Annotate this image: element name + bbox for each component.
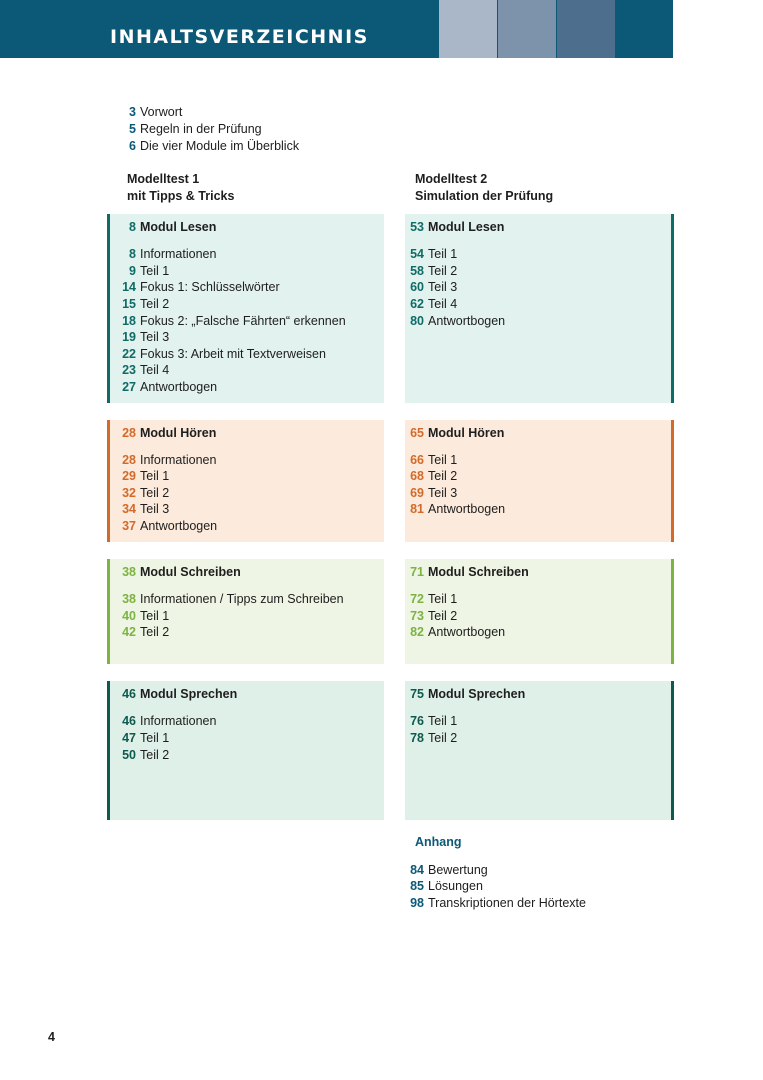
column2-title: Modelltest 2 [415, 172, 488, 186]
page-number: 9 [129, 264, 136, 278]
entry-label: Informationen [140, 247, 217, 261]
page-number: 8 [129, 247, 136, 261]
page-number: 28 [122, 426, 136, 440]
entry-label: Teil 2 [140, 625, 170, 639]
page-number: 46 [122, 687, 136, 701]
accent-bar [107, 559, 110, 664]
page-number: 19 [122, 330, 136, 344]
entry-label: Teil 2 [140, 486, 170, 500]
entry-label: Teil 3 [428, 280, 458, 294]
page-number: 66 [410, 453, 424, 467]
entry-label: Antwortbogen [140, 519, 218, 533]
page-number: 68 [410, 469, 424, 483]
entry-label: Antwortbogen [140, 380, 218, 394]
entry-label: Teil 4 [428, 297, 458, 311]
page-number: 34 [122, 502, 136, 516]
page-number: 28 [122, 453, 136, 467]
accent-bar [671, 681, 674, 820]
accent-bar [671, 420, 674, 542]
color-swatch-dark [557, 0, 615, 58]
page-number: 80 [410, 314, 424, 328]
entry-label: Informationen / Tipps zum Schreiben [140, 592, 344, 606]
page-number: 71 [410, 565, 424, 579]
page-number: 50 [122, 748, 136, 762]
page-number: 60 [410, 280, 424, 294]
column1-subtitle: mit Tipps & Tricks [127, 189, 235, 203]
page-number: 53 [410, 220, 424, 234]
entry-label: Teil 1 [428, 453, 458, 467]
entry-label: Teil 1 [140, 731, 170, 745]
page-number: 38 [122, 592, 136, 606]
accent-bar [107, 214, 110, 403]
module-label: Modul Schreiben [428, 565, 529, 579]
entry-label: Teil 1 [428, 592, 458, 606]
page-number: 72 [410, 592, 424, 606]
module-label: Modul Sprechen [428, 687, 526, 701]
page-number: 6 [129, 139, 136, 153]
entry-label: Teil 2 [140, 297, 170, 311]
entry-label: Informationen [140, 453, 217, 467]
entry-label: Teil 1 [140, 469, 170, 483]
page-number: 23 [122, 363, 136, 377]
page-number: 8 [129, 220, 136, 234]
module-label: Modul Lesen [140, 220, 217, 234]
entry-label: Die vier Module im Überblick [140, 139, 300, 153]
page-number: 76 [410, 714, 424, 728]
entry-label: Teil 1 [428, 714, 458, 728]
accent-bar [107, 420, 110, 542]
module-label: Modul Hören [140, 426, 217, 440]
page-number: 5 [129, 122, 136, 136]
module-label: Modul Hören [428, 426, 505, 440]
entry-label: Antwortbogen [428, 314, 506, 328]
header-banner [0, 0, 673, 58]
entry-label: Informationen [140, 714, 217, 728]
page-number: 73 [410, 609, 424, 623]
entry-label: Teil 3 [428, 486, 458, 500]
page-number: 54 [410, 247, 424, 261]
entry-label: Fokus 1: Schlüsselwörter [140, 280, 280, 294]
entry-label: Vorwort [140, 105, 183, 119]
entry-label: Teil 1 [428, 247, 458, 261]
page-number: 40 [122, 609, 136, 623]
color-swatch-light [439, 0, 497, 58]
page-title: INHALTSVERZEICHNIS [110, 26, 369, 48]
module-label: Modul Lesen [428, 220, 505, 234]
entry-label: Fokus 2: „Falsche Fährten“ erkennen [140, 314, 346, 328]
page-number: 58 [410, 264, 424, 278]
page-number: 42 [122, 625, 136, 639]
entry-label: Teil 2 [428, 609, 458, 623]
page-number: 84 [410, 863, 424, 877]
entry-label: Teil 4 [140, 363, 170, 377]
page-number: 85 [410, 879, 424, 893]
page-number: 15 [122, 297, 136, 311]
page-number: 29 [122, 469, 136, 483]
page-number: 69 [410, 486, 424, 500]
accent-bar [107, 681, 110, 820]
page-number: 81 [410, 502, 424, 516]
entry-label: Regeln in der Prüfung [140, 122, 262, 136]
entry-label: Antwortbogen [428, 502, 506, 516]
page-number: 14 [122, 280, 136, 294]
page-number: 27 [122, 380, 136, 394]
color-swatch-medium [498, 0, 556, 58]
entry-label: Teil 1 [140, 264, 170, 278]
accent-bar [671, 559, 674, 664]
entry-label: Bewertung [428, 863, 488, 877]
page-number: 75 [410, 687, 424, 701]
anhang-heading: Anhang [415, 835, 462, 849]
page-number-footer: 4 [48, 1030, 55, 1044]
entry-label: Teil 2 [428, 469, 458, 483]
entry-label: Teil 1 [140, 609, 170, 623]
accent-bar [671, 214, 674, 403]
entry-label: Teil 3 [140, 330, 170, 344]
entry-label: Lösungen [428, 879, 483, 893]
module-label: Modul Sprechen [140, 687, 238, 701]
page-number: 65 [410, 426, 424, 440]
page-number: 3 [129, 105, 136, 119]
page-number: 38 [122, 565, 136, 579]
page-number: 37 [122, 519, 136, 533]
entry-label: Teil 2 [140, 748, 170, 762]
entry-label: Teil 2 [428, 264, 458, 278]
page-number: 47 [122, 731, 136, 745]
module-label: Modul Schreiben [140, 565, 241, 579]
page-number: 62 [410, 297, 424, 311]
column2-subtitle: Simulation der Prüfung [415, 189, 554, 203]
entry-label: Antwortbogen [428, 625, 506, 639]
entry-label: Transkriptionen der Hörtexte [428, 896, 586, 910]
page-number: 18 [122, 314, 136, 328]
entry-label: Teil 3 [140, 502, 170, 516]
page-number: 78 [410, 731, 424, 745]
column1-title: Modelltest 1 [127, 172, 200, 186]
page-number: 22 [122, 347, 136, 361]
page-number: 82 [410, 625, 424, 639]
entry-label: Fokus 3: Arbeit mit Textverweisen [140, 347, 326, 361]
page-number: 32 [122, 486, 136, 500]
page-number: 46 [122, 714, 136, 728]
entry-label: Teil 2 [428, 731, 458, 745]
page-number: 98 [410, 896, 424, 910]
